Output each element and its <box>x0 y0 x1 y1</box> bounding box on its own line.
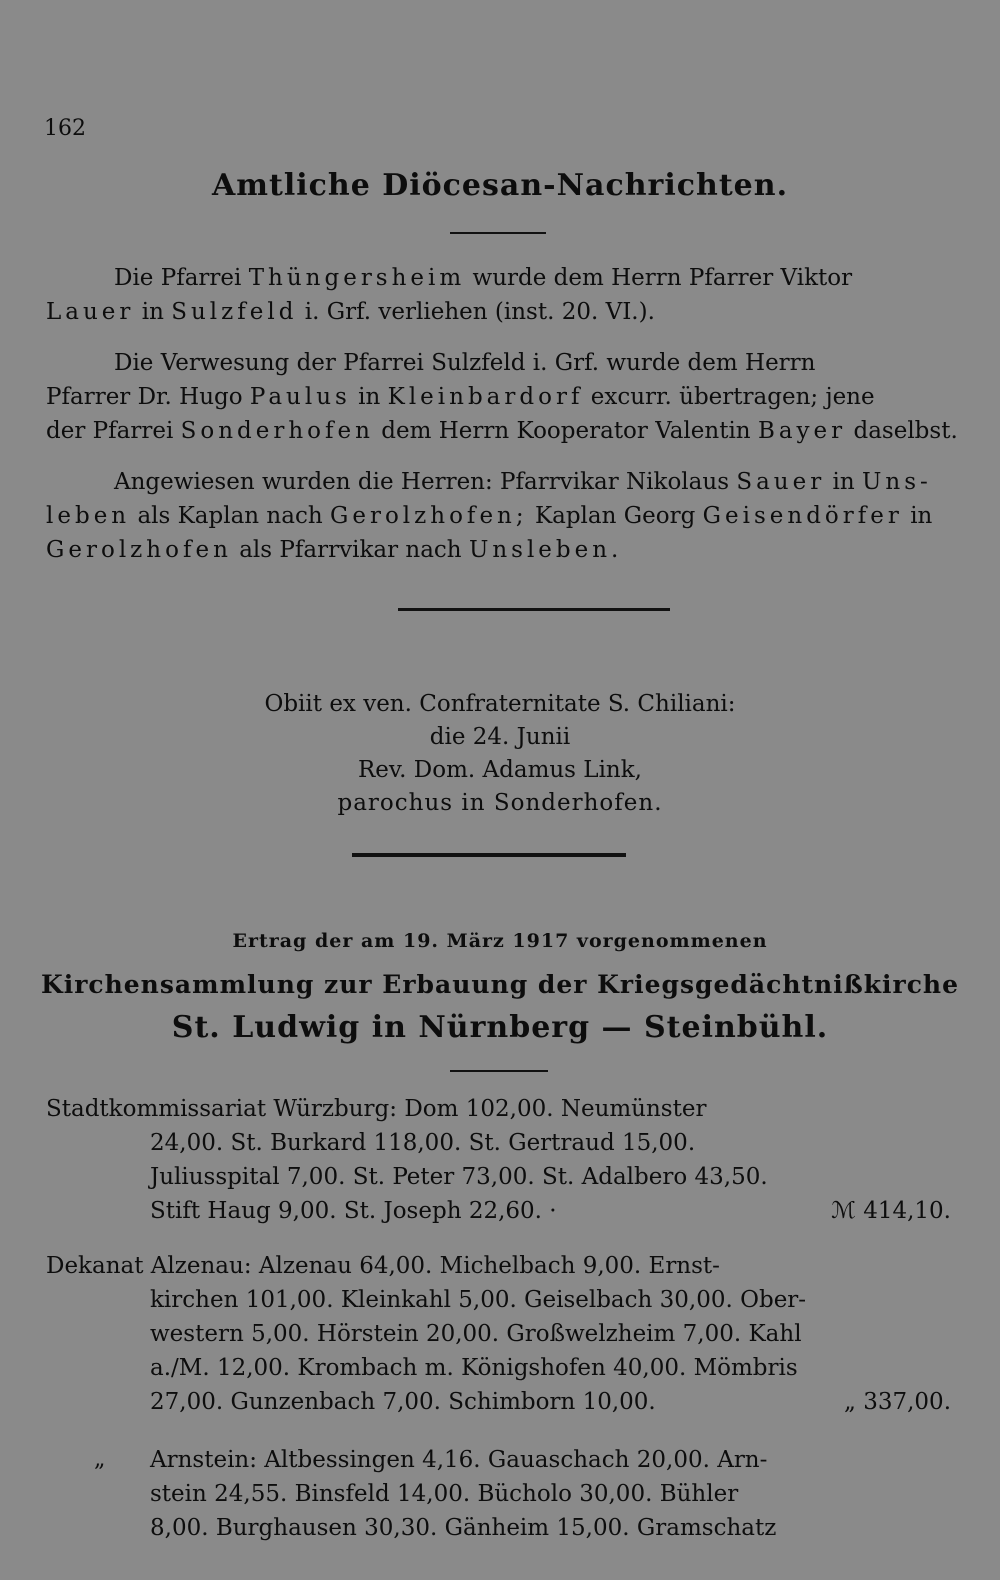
entry-line: Arnstein: Altbessingen 4,16. Gauaschach 20,00. Arn- <box>150 1447 768 1473</box>
person-name: Paulus <box>249 384 351 410</box>
text-run: als Pfarrvikar nach <box>239 537 462 563</box>
place-name: Gerolzhofen; <box>329 503 528 529</box>
person-name: Bayer <box>757 418 847 444</box>
collection-heading: Kirchensammlung zur Erbauung der Kriegsgedächtnißkirche <box>40 970 960 999</box>
section-rule <box>398 608 670 611</box>
heading-rule <box>450 1070 548 1072</box>
place-name: Gerolzhofen <box>46 537 232 563</box>
entry-amount: „ 337,00. <box>843 1389 951 1415</box>
obit-line: Rev. Dom. Adamus Link, <box>357 757 642 783</box>
text-run: i. Grf. verliehen (inst. 20. VI.). <box>304 299 655 325</box>
place-name: Uns- <box>862 469 932 495</box>
text-run: der Pfarrei <box>46 418 174 444</box>
text-run: als Kaplan nach <box>137 503 323 529</box>
entry-line: Juliusspital 7,00. St. Peter 73,00. St. Adalbero 43,50. <box>150 1164 768 1190</box>
entry-line: stein 24,55. Binsfeld 14,00. Bücholo 30,00. Bühler <box>150 1481 739 1507</box>
text-run: Kaplan <box>534 503 617 529</box>
obit-line: Obiit ex ven. Confraternitate S. Chiliani: <box>264 691 736 717</box>
person-name: Lauer <box>46 299 135 325</box>
page-number: 162 <box>44 116 86 141</box>
entry-line: kirchen 101,00. Kleinkahl 5,00. Geiselbach 30,00. Ober- <box>150 1287 807 1313</box>
person-name: Sauer <box>736 469 826 495</box>
obit-line: parochus in Sonderhofen. <box>337 790 663 816</box>
text-run: daselbst. <box>853 418 958 444</box>
text-run: in <box>832 469 855 495</box>
text-run: wurde dem Herrn Pfarrer Viktor <box>472 265 853 291</box>
place-name: Unsleben. <box>468 537 623 563</box>
entry-line: 27,00. Gunzenbach 7,00. Schimborn 10,00. <box>150 1389 656 1415</box>
entry-line: 24,00. St. Burkard 118,00. St. Gertraud 15,00. <box>150 1130 696 1156</box>
collection-heading: St. Ludwig in Nürnberg — Steinbühl. <box>171 1010 829 1045</box>
text-run: in <box>910 503 933 529</box>
page-title: Amtliche Diöcesan-Nachrichten. <box>211 168 789 203</box>
obituary-notice <box>0 688 1000 820</box>
entry-line: western 5,00. Hörstein 20,00. Großwelzheim 7,00. Kahl <box>150 1321 802 1347</box>
text-run: Pfarrer Dr. Hugo <box>46 384 243 410</box>
place-name: Sulzfeld <box>171 299 298 325</box>
obit-line: die 24. Junii <box>429 724 571 750</box>
place-name: leben <box>46 503 131 529</box>
collection-entry-wuerzburg <box>46 1092 951 1228</box>
text-run: dem Herrn Kooperator Valentin <box>381 418 751 444</box>
text-run: Georg <box>623 503 696 529</box>
title-rule <box>450 232 546 234</box>
text-run: in <box>141 299 164 325</box>
text-run: in <box>358 384 381 410</box>
entry-line: 8,00. Burghausen 30,30. Gänheim 15,00. Gramschatz <box>150 1515 777 1541</box>
place-name: Sonderhofen <box>180 418 374 444</box>
entry-amount: ℳ 414,10. <box>831 1198 951 1224</box>
place-name: Thüngersheim <box>248 265 466 291</box>
paragraph-sulzfeld <box>46 346 958 448</box>
ditto-mark: „ <box>94 1447 106 1472</box>
collection-heading: Ertrag der am 19. März 1917 vorgenommenen <box>232 930 768 952</box>
entry-line: Dekanat Alzenau: Alzenau 64,00. Michelbach 9,00. Ernst- <box>46 1253 720 1279</box>
paragraph-thuengersheim <box>46 261 951 329</box>
person-name: Geisendörfer <box>702 503 903 529</box>
text-run: excurr. übertragen; jene <box>590 384 875 410</box>
text-run: Angewiesen wurden die Herren: Pfarrvikar Nikolaus <box>114 469 729 495</box>
entry-line: a./M. 12,00. Krombach m. Königshofen 40,00. Mömbris <box>150 1355 798 1381</box>
entry-line: Stadtkommissariat Würzburg: Dom 102,00. Neumünster <box>46 1096 707 1122</box>
entry-line: Stift Haug 9,00. St. Joseph 22,60. · <box>150 1198 557 1224</box>
text-run: Die Pfarrei <box>114 265 242 291</box>
paragraph-angewiesen <box>46 465 951 567</box>
collection-entry-alzenau <box>46 1249 951 1419</box>
text-line: Die Verwesung der Pfarrei Sulzfeld i. Grf. wurde dem Herrn <box>114 350 816 376</box>
place-name: Kleinbardorf <box>387 384 584 410</box>
collection-entry-arnstein <box>46 1443 951 1545</box>
section-rule <box>352 853 626 857</box>
